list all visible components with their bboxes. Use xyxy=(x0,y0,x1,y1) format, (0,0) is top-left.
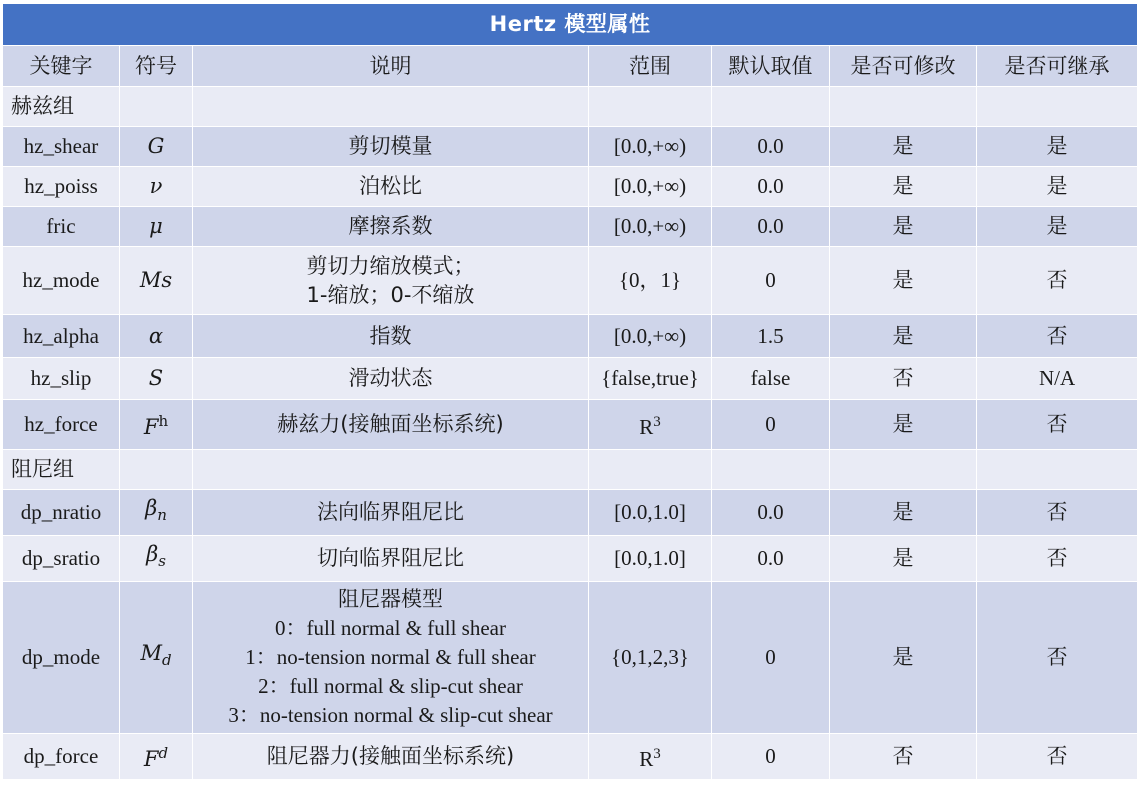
description-cell: 滑动状态 xyxy=(193,358,589,400)
header-inheritable: 是否可继承 xyxy=(977,46,1138,87)
inheritable-cell: 是 xyxy=(977,207,1138,247)
range-base: R xyxy=(639,746,654,771)
properties-table xyxy=(2,3,1138,780)
table-row xyxy=(3,582,1138,734)
table-row xyxy=(3,207,1138,247)
description-line: 2：full normal & slip-cut shear xyxy=(258,674,523,698)
modifiable-cell: 是 xyxy=(830,400,977,450)
header-keyword: 关键字 xyxy=(3,46,120,87)
inheritable-cell: 否 xyxy=(977,247,1138,315)
table-title: Hertz 模型属性 xyxy=(3,4,1138,46)
symbol-cell xyxy=(120,536,193,582)
description-line: 3：no-tension normal & slip-cut shear xyxy=(228,703,553,727)
range-cell xyxy=(589,400,712,450)
symbol-cell: G xyxy=(120,127,193,167)
range-superscript: 3 xyxy=(653,413,661,430)
empty-cell xyxy=(712,87,830,127)
table-row xyxy=(3,247,1138,315)
keyword-cell: dp_force xyxy=(3,734,120,780)
range-cell: [0.0,+∞) xyxy=(589,315,712,358)
header-row xyxy=(3,46,1138,87)
description-line: 0：full normal & full shear xyxy=(275,616,506,640)
table-row xyxy=(3,315,1138,358)
symbol-base: β xyxy=(146,542,159,567)
default-cell: 0 xyxy=(712,582,830,734)
description-cell: 法向临界阻尼比 xyxy=(193,490,589,536)
modifiable-cell: 是 xyxy=(830,247,977,315)
range-cell: [0.0,1.0] xyxy=(589,536,712,582)
symbol-base: β xyxy=(145,496,158,521)
description-line: 1-缩放；0-不缩放 xyxy=(306,282,475,307)
symbol-base: F xyxy=(143,747,159,771)
inheritable-cell: 否 xyxy=(977,734,1138,780)
symbol-superscript: d xyxy=(158,744,169,762)
symbol-base: M xyxy=(140,641,162,666)
symbol-cell: μ xyxy=(120,207,193,247)
symbol-subscript: n xyxy=(157,506,167,525)
symbol-base: F xyxy=(143,415,159,439)
modifiable-cell: 是 xyxy=(830,490,977,536)
description-cell: 剪切模量 xyxy=(193,127,589,167)
description-line: 1：no-tension normal & full shear xyxy=(245,645,536,669)
default-cell: 0 xyxy=(712,734,830,780)
default-cell: 0.0 xyxy=(712,207,830,247)
keyword-cell: hz_alpha xyxy=(3,315,120,358)
empty-cell xyxy=(120,450,193,490)
empty-cell xyxy=(193,87,589,127)
modifiable-cell: 是 xyxy=(830,315,977,358)
empty-cell xyxy=(120,87,193,127)
table-row xyxy=(3,127,1138,167)
description-cell: 指数 xyxy=(193,315,589,358)
table-row xyxy=(3,734,1138,780)
keyword-cell: hz_poiss xyxy=(3,167,120,207)
keyword-cell: hz_slip xyxy=(3,358,120,400)
range-cell: {false,true} xyxy=(589,358,712,400)
modifiable-cell: 是 xyxy=(830,207,977,247)
inheritable-cell: N/A xyxy=(977,358,1138,400)
inheritable-cell: 是 xyxy=(977,127,1138,167)
group-label-hertz: 赫兹组 xyxy=(3,87,120,127)
table-row xyxy=(3,167,1138,207)
default-cell: 0.0 xyxy=(712,490,830,536)
symbol-cell xyxy=(120,734,193,780)
keyword-cell: dp_sratio xyxy=(3,536,120,582)
default-cell: 0.0 xyxy=(712,127,830,167)
range-cell: [0.0,+∞) xyxy=(589,207,712,247)
table-row xyxy=(3,358,1138,400)
inheritable-cell: 否 xyxy=(977,400,1138,450)
default-cell: 0 xyxy=(712,247,830,315)
description-cell xyxy=(193,247,589,315)
header-description: 说明 xyxy=(193,46,589,87)
description-cell xyxy=(193,582,589,734)
range-base: R xyxy=(639,414,654,439)
description-cell: 赫兹力(接触面坐标系统) xyxy=(193,400,589,450)
modifiable-cell: 是 xyxy=(830,127,977,167)
header-range: 范围 xyxy=(589,46,712,87)
empty-cell xyxy=(589,450,712,490)
range-cell: [0.0,+∞) xyxy=(589,127,712,167)
empty-cell xyxy=(830,450,977,490)
default-cell: false xyxy=(712,358,830,400)
symbol-cell xyxy=(120,490,193,536)
symbol-superscript: h xyxy=(158,412,169,430)
table-row xyxy=(3,400,1138,450)
default-cell: 0.0 xyxy=(712,167,830,207)
modifiable-cell: 是 xyxy=(830,536,977,582)
modifiable-cell: 是 xyxy=(830,582,977,734)
symbol-cell: α xyxy=(120,315,193,358)
table-row xyxy=(3,536,1138,582)
keyword-cell: fric xyxy=(3,207,120,247)
symbol-cell: ν xyxy=(120,167,193,207)
keyword-cell: dp_mode xyxy=(3,582,120,734)
keyword-cell: dp_nratio xyxy=(3,490,120,536)
symbol-subscript: d xyxy=(161,651,172,670)
group-label-damping: 阻尼组 xyxy=(3,450,120,490)
inheritable-cell: 是 xyxy=(977,167,1138,207)
empty-cell xyxy=(712,450,830,490)
empty-cell xyxy=(977,87,1138,127)
empty-cell xyxy=(977,450,1138,490)
group-row-hertz xyxy=(3,87,1138,127)
range-cell: [0.0,1.0] xyxy=(589,490,712,536)
range-superscript: 3 xyxy=(653,745,661,762)
keyword-cell: hz_mode xyxy=(3,247,120,315)
symbol-cell: S xyxy=(120,358,193,400)
symbol-subscript: s xyxy=(158,552,166,571)
range-cell: [0.0,+∞) xyxy=(589,167,712,207)
default-cell: 1.5 xyxy=(712,315,830,358)
inheritable-cell: 否 xyxy=(977,582,1138,734)
symbol-cell xyxy=(120,400,193,450)
modifiable-cell: 否 xyxy=(830,358,977,400)
description-line: 阻尼器模型 xyxy=(338,587,443,611)
inheritable-cell: 否 xyxy=(977,490,1138,536)
keyword-cell: hz_shear xyxy=(3,127,120,167)
modifiable-cell: 否 xyxy=(830,734,977,780)
modifiable-cell: 是 xyxy=(830,167,977,207)
symbol-cell: Ms xyxy=(120,247,193,315)
inheritable-cell: 否 xyxy=(977,315,1138,358)
range-cell: {0,1,2,3} xyxy=(589,582,712,734)
keyword-cell: hz_force xyxy=(3,400,120,450)
empty-cell xyxy=(589,87,712,127)
description-cell: 泊松比 xyxy=(193,167,589,207)
description-cell: 阻尼器力(接触面坐标系统) xyxy=(193,734,589,780)
default-cell: 0 xyxy=(712,400,830,450)
default-cell: 0.0 xyxy=(712,536,830,582)
empty-cell xyxy=(193,450,589,490)
table-row xyxy=(3,490,1138,536)
empty-cell xyxy=(830,87,977,127)
description-cell: 切向临界阻尼比 xyxy=(193,536,589,582)
header-symbol: 符号 xyxy=(120,46,193,87)
inheritable-cell: 否 xyxy=(977,536,1138,582)
range-cell: {0，1} xyxy=(589,247,712,315)
symbol-cell xyxy=(120,582,193,734)
description-line: 剪切力缩放模式； xyxy=(306,253,475,278)
group-row-damping xyxy=(3,450,1138,490)
header-modifiable: 是否可修改 xyxy=(830,46,977,87)
description-cell: 摩擦系数 xyxy=(193,207,589,247)
range-cell xyxy=(589,734,712,780)
header-default: 默认取值 xyxy=(712,46,830,87)
